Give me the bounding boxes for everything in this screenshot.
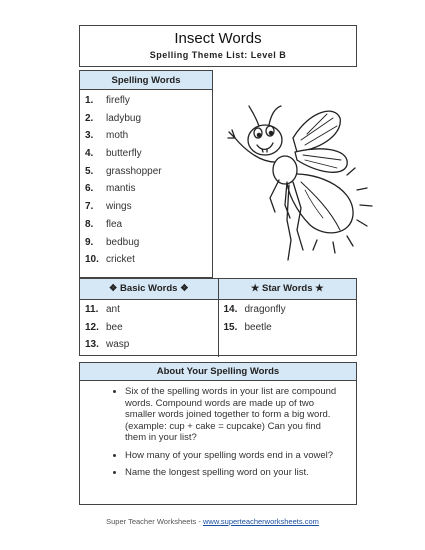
item-number: 3. bbox=[85, 130, 94, 142]
item-number: 8. bbox=[85, 218, 94, 230]
item-word: butterfly bbox=[106, 148, 142, 160]
list-item bbox=[80, 127, 212, 145]
item-word: mantis bbox=[106, 183, 136, 195]
basic-words-header: ❖ Basic Words ❖ bbox=[80, 279, 219, 299]
item-number: 10. bbox=[85, 254, 99, 266]
footer-link[interactable]: www.superteacherworksheets.com bbox=[202, 517, 319, 526]
item-word: ladybug bbox=[106, 112, 142, 124]
basic-words-list bbox=[80, 300, 219, 357]
star-words-list bbox=[219, 300, 357, 357]
list-item bbox=[80, 145, 212, 163]
item-word: firefly bbox=[106, 95, 130, 106]
basic-star-words-box bbox=[79, 278, 357, 356]
list-item bbox=[80, 216, 212, 234]
about-bullet-list bbox=[80, 386, 356, 479]
item-word: ant bbox=[106, 304, 120, 315]
about-header: About Your Spelling Words bbox=[80, 363, 356, 381]
spelling-words-box bbox=[79, 70, 213, 278]
list-item bbox=[80, 336, 218, 354]
item-number: 7. bbox=[85, 201, 94, 213]
item-number: 14. bbox=[223, 304, 238, 315]
list-item bbox=[80, 251, 212, 269]
basic-star-header bbox=[80, 279, 356, 300]
list-item bbox=[80, 301, 218, 319]
spelling-words-list bbox=[80, 90, 212, 269]
item-word: wasp bbox=[106, 339, 130, 351]
list-item bbox=[80, 198, 212, 216]
page-title: Insect Words bbox=[174, 30, 262, 47]
item-word: dragonfly bbox=[244, 304, 286, 315]
about-bullet: • Name the longest spelling word on your list. bbox=[125, 467, 340, 479]
about-bullet: • How many of your spelling words end in a vowel? bbox=[125, 450, 340, 462]
firefly-cartoon-icon bbox=[215, 90, 385, 265]
item-number: 2. bbox=[85, 112, 94, 124]
list-item bbox=[80, 110, 212, 128]
item-number: 9. bbox=[85, 236, 94, 248]
footer-text: Super Teacher Worksheets - bbox=[106, 517, 203, 526]
footer bbox=[0, 517, 425, 526]
page-subtitle: Spelling Theme List: Level B bbox=[149, 50, 287, 60]
list-item bbox=[80, 92, 212, 110]
list-item bbox=[219, 301, 357, 319]
item-number: 15. bbox=[223, 321, 238, 333]
basic-star-body bbox=[80, 300, 356, 357]
list-item bbox=[80, 180, 212, 198]
item-number: 12. bbox=[85, 321, 99, 333]
item-word: beetle bbox=[244, 321, 272, 333]
item-word: wings bbox=[106, 201, 132, 213]
item-number: 4. bbox=[85, 148, 94, 160]
item-word: bee bbox=[106, 321, 123, 333]
list-item bbox=[80, 163, 212, 181]
item-number: 1. bbox=[85, 95, 94, 106]
item-word: flea bbox=[106, 218, 123, 230]
item-word: moth bbox=[106, 130, 129, 142]
item-word: bedbug bbox=[106, 236, 140, 248]
item-word: cricket bbox=[106, 254, 135, 266]
list-item bbox=[80, 319, 218, 337]
title-box bbox=[79, 25, 357, 67]
item-number: 6. bbox=[85, 183, 94, 195]
list-item bbox=[80, 234, 212, 252]
item-number: 5. bbox=[85, 165, 94, 177]
spelling-words-header: Spelling Words bbox=[80, 71, 212, 90]
star-words-header: ★ Star Words ★ bbox=[250, 283, 324, 294]
about-spelling-words-box bbox=[79, 362, 357, 505]
item-word: grasshopper bbox=[106, 165, 162, 177]
list-item bbox=[219, 319, 357, 337]
item-number: 11. bbox=[85, 304, 99, 315]
about-bullet: • Six of the spelling words in your list are compound words. Compound words are made up of two smaller words joined together to form a big word. (example: cup + cake = cupcake) Can you find them in your list? bbox=[125, 386, 340, 444]
item-number: 13. bbox=[85, 339, 99, 351]
